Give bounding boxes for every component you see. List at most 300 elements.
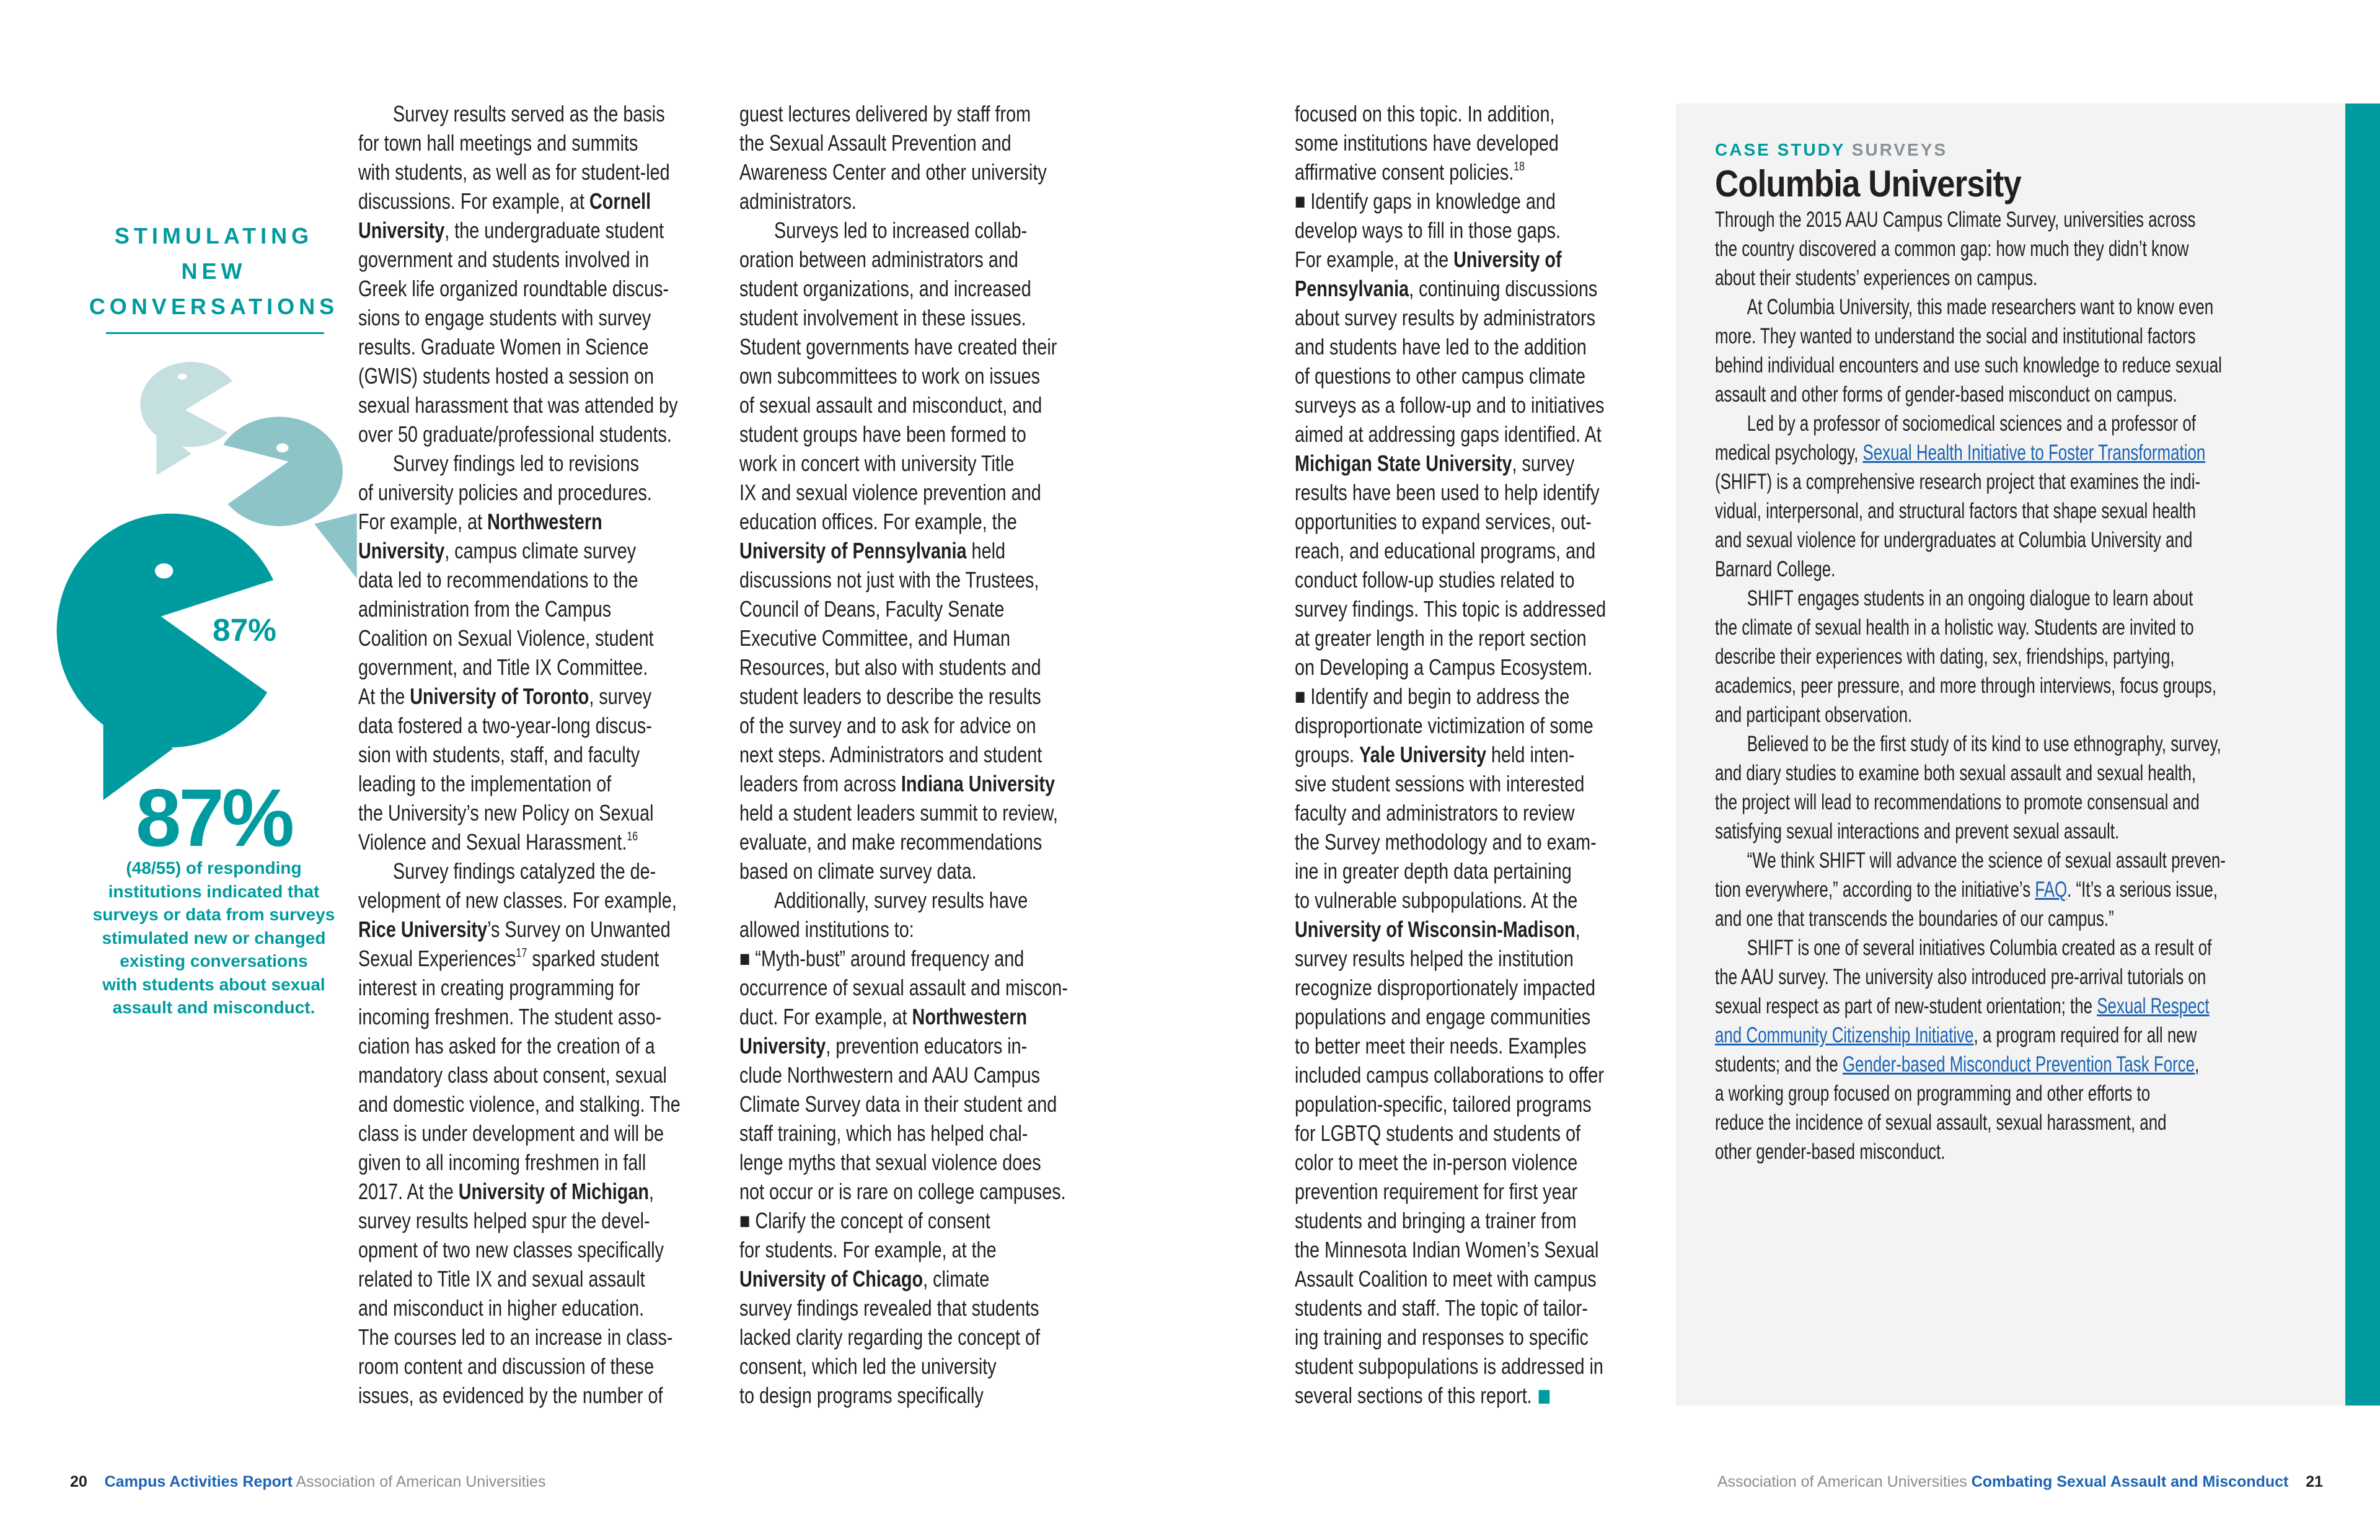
text-line xyxy=(1295,507,1606,536)
publication-title: Campus Activities Report xyxy=(104,1473,293,1490)
text-run: the University’s new Policy on Sexual xyxy=(358,800,654,825)
text-run: education offices. For example, the xyxy=(739,509,1017,534)
text-run: discussions. For example, at xyxy=(358,188,589,214)
hyperlink[interactable]: FAQ xyxy=(2035,878,2068,902)
text-line xyxy=(739,1235,1068,1264)
institution-name: University of Pennsylvania xyxy=(739,538,967,563)
text-line xyxy=(1295,944,1606,973)
text-run: sive student sessions with interested xyxy=(1295,771,1585,796)
text-run: for town hall meetings and summits xyxy=(358,130,638,156)
text-run: survey findings. This topic is addressed xyxy=(1295,596,1606,622)
text-line xyxy=(739,740,1068,769)
text-run: and domestic violence, and stalking. The xyxy=(358,1091,681,1117)
text-run: velopment of new classes. For example, xyxy=(358,887,677,913)
text-run: At Columbia University, this made researchers want to know even xyxy=(1747,295,2214,319)
text-run: groups. xyxy=(1295,742,1360,767)
text-line xyxy=(1295,711,1606,740)
text-run: Student governments have created their xyxy=(739,334,1057,359)
text-run: of the survey and to ask for advice on xyxy=(739,713,1036,738)
text-run: sexual respect as part of new-student orientation; the xyxy=(1715,994,2097,1018)
text-run: student involvement in these issues. xyxy=(739,305,1026,330)
text-run: vidual, interpersonal, and structural factors that shape sexual health xyxy=(1715,499,2197,523)
text-run: survey results helped spur the devel- xyxy=(358,1208,650,1233)
text-run: , survey xyxy=(589,684,652,709)
text-line xyxy=(1715,526,2226,555)
case-study-title: Columbia University xyxy=(1715,163,2021,205)
text-line xyxy=(358,128,681,157)
text-line xyxy=(1715,409,2226,438)
text-line xyxy=(1295,1148,1606,1177)
text-line xyxy=(1715,1137,2226,1166)
text-run: For example, at the xyxy=(1295,247,1454,272)
text-line xyxy=(1295,798,1606,827)
text-line xyxy=(739,856,1068,886)
text-line xyxy=(1715,817,2226,846)
text-line xyxy=(1715,1050,2226,1079)
text-line xyxy=(1715,962,2226,992)
text-line xyxy=(1715,1108,2226,1137)
text-run: Coalition on Sexual Violence, student xyxy=(358,625,654,651)
text-run: focused on this topic. In addition, xyxy=(1295,101,1555,126)
text-run: aimed at addressing gaps identified. At xyxy=(1295,421,1602,447)
text-run: “We think SHIFT will advance the science of sexual assault preven- xyxy=(1747,848,2226,873)
text-run: the project will lead to recommendations to promote consensual and xyxy=(1715,790,2200,814)
text-run: color to meet the in-person violence xyxy=(1295,1150,1578,1175)
text-line xyxy=(1715,351,2226,380)
text-line xyxy=(739,1264,1068,1293)
text-run: allowed institutions to: xyxy=(739,917,914,942)
hyperlink[interactable]: and Community Citizenship Initiative xyxy=(1715,1023,1974,1047)
text-run: about their students’ experiences on campus. xyxy=(1715,266,2038,290)
text-run: included campus collaborations to offer xyxy=(1295,1062,1604,1088)
stat-value: 87% xyxy=(135,772,293,863)
text-line xyxy=(1295,1177,1606,1206)
text-line xyxy=(1715,322,2226,351)
text-run: administrators. xyxy=(739,188,857,214)
text-line xyxy=(358,274,681,303)
text-run: SHIFT is one of several initiatives Columbia created as a result of xyxy=(1747,936,2212,960)
page-number: 20 xyxy=(70,1473,87,1490)
text-run: behind individual encounters and use such knowledge to reduce sexual xyxy=(1715,353,2222,377)
text-line xyxy=(739,390,1068,420)
text-line xyxy=(1295,1206,1606,1235)
text-line xyxy=(358,361,681,390)
institution-name: University xyxy=(739,1033,826,1058)
text-line xyxy=(1715,293,2226,322)
text-run: ciation has asked for the creation of a xyxy=(358,1033,655,1058)
institution-name: Indiana University xyxy=(901,771,1055,796)
text-run: (GWIS) students hosted a session on xyxy=(358,363,654,389)
text-run: to vulnerable subpopulations. At the xyxy=(1295,887,1578,913)
text-run: based on climate survey data. xyxy=(739,858,977,884)
text-line xyxy=(358,420,681,449)
speech-bubbles-illustration xyxy=(0,334,364,820)
text-line xyxy=(1295,245,1606,274)
text-line xyxy=(1295,565,1606,594)
text-line xyxy=(739,1002,1068,1031)
text-run: about survey results by administrators xyxy=(1295,305,1596,330)
text-run: , prevention educators in- xyxy=(826,1033,1028,1058)
end-of-article-icon xyxy=(1539,1390,1550,1404)
text-run: some institutions have developed xyxy=(1295,130,1559,156)
text-line xyxy=(739,274,1068,303)
text-line xyxy=(358,216,681,245)
kicker-topic: SURVEYS xyxy=(1851,140,1948,159)
text-line xyxy=(1295,856,1606,886)
caption-line: existing conversations xyxy=(120,951,308,970)
text-line xyxy=(358,886,681,915)
text-run: develop ways to fill in those gaps. xyxy=(1295,218,1561,243)
text-run: data fostered a two-year-long discus- xyxy=(358,713,652,738)
text-run: not occur or is rare on college campuses. xyxy=(739,1179,1066,1204)
text-run: staff training, which has helped chal- xyxy=(739,1120,1028,1146)
body-column-2 xyxy=(739,99,1150,1410)
text-run: class is under development and will be xyxy=(358,1120,664,1146)
institution-name: Rice University xyxy=(358,917,488,942)
text-line xyxy=(739,682,1068,711)
text-line xyxy=(1295,216,1606,245)
publication-title: Combating Sexual Assault and Misconduct xyxy=(1971,1473,2289,1490)
text-run: held inten- xyxy=(1486,742,1575,767)
text-line xyxy=(739,245,1068,274)
text-line xyxy=(739,128,1068,157)
text-run: the AAU survey. The university also introduced pre-arrival tutorials on xyxy=(1715,965,2206,989)
text-run: oration between administrators and xyxy=(739,247,1018,272)
text-line xyxy=(1295,1322,1606,1352)
text-run: incoming freshmen. The student asso- xyxy=(358,1004,662,1029)
text-run: Violence and Sexual Harassment. xyxy=(358,829,627,855)
caption-line: assault and misconduct. xyxy=(112,998,315,1017)
text-run: , xyxy=(649,1179,654,1204)
text-run: Survey results served as the basis xyxy=(393,101,665,126)
text-line xyxy=(739,478,1068,507)
text-line xyxy=(1715,467,2226,496)
text-run: the climate of sexual health in a holistic way. Students are invited to xyxy=(1715,615,2194,640)
text-run: student organizations, and increased xyxy=(739,276,1031,301)
text-run: mandatory class about consent, sexual xyxy=(358,1062,667,1088)
text-line xyxy=(1295,1264,1606,1293)
text-run: Led by a professor of sociomedical sciences and a professor of xyxy=(1747,411,2196,436)
text-line xyxy=(1295,274,1606,303)
text-run: ■ “Myth-bust” around frequency and xyxy=(739,946,1025,971)
text-run: the Survey methodology and to exam- xyxy=(1295,829,1597,855)
text-line xyxy=(1715,788,2226,817)
text-line xyxy=(358,1119,681,1148)
text-line xyxy=(1295,886,1606,915)
text-line xyxy=(358,507,681,536)
text-line xyxy=(1715,642,2226,671)
text-line xyxy=(358,1089,681,1119)
text-run: government, and Title IX Committee. xyxy=(358,654,648,680)
text-run: consent, which led the university xyxy=(739,1353,997,1379)
text-line xyxy=(1295,536,1606,565)
text-line xyxy=(1715,613,2226,642)
text-run: ■ Identify and begin to address the xyxy=(1295,684,1570,709)
text-line xyxy=(739,99,1068,128)
text-run: disproportionate victimization of some xyxy=(1295,713,1593,738)
text-run: government and students involved in xyxy=(358,247,650,272)
text-run: leading to the implementation of xyxy=(358,771,612,796)
text-run: , climate xyxy=(923,1266,990,1291)
text-run: occurrence of sexual assault and miscon- xyxy=(739,975,1068,1000)
text-run: several sections of this report. xyxy=(1295,1383,1532,1408)
text-run: Believed to be the first study of its kind to use ethnography, survey, xyxy=(1747,732,2221,756)
text-run: and participant observation. xyxy=(1715,703,1913,727)
text-run: for LGBTQ students and students of xyxy=(1295,1120,1581,1146)
heading-line: CONVERSATIONS xyxy=(89,294,339,319)
text-run: Sexual Experiences xyxy=(358,946,516,971)
text-line xyxy=(739,1352,1068,1381)
text-run: Awareness Center and other university xyxy=(739,159,1047,185)
text-line xyxy=(1295,361,1606,390)
text-run: a working group focused on programming and other efforts to xyxy=(1715,1081,2151,1106)
text-line xyxy=(358,1148,681,1177)
text-line xyxy=(358,1206,681,1235)
light-speech-bubble-icon xyxy=(140,362,232,475)
text-run: ■ Clarify the concept of consent xyxy=(739,1208,990,1233)
text-line xyxy=(1295,128,1606,157)
text-line xyxy=(1295,1002,1606,1031)
text-line xyxy=(1295,682,1606,711)
text-run: , continuing discussions xyxy=(1409,276,1598,301)
text-run: academics, peer pressure, and more through interviews, focus groups, xyxy=(1715,674,2217,698)
text-run: Survey findings led to revisions xyxy=(393,451,639,476)
text-line xyxy=(1715,555,2226,584)
text-line xyxy=(739,1322,1068,1352)
text-line xyxy=(739,973,1068,1002)
text-run: ’s Survey on Unwanted xyxy=(487,917,671,942)
text-run: work in concert with university Title xyxy=(739,451,1015,476)
text-run: lacked clarity regarding the concept of xyxy=(739,1324,1041,1350)
text-run: at greater length in the report section xyxy=(1295,625,1587,651)
text-line xyxy=(739,1089,1068,1119)
text-line xyxy=(739,1031,1068,1060)
institution-name: Northwestern xyxy=(487,509,602,534)
text-line xyxy=(358,332,681,361)
text-line xyxy=(739,449,1068,478)
text-run: Through the 2015 AAU Campus Climate Survey, universities across xyxy=(1715,208,2196,232)
text-line xyxy=(1715,438,2226,467)
text-run: For example, at xyxy=(358,509,488,534)
text-run: At the xyxy=(358,684,410,709)
text-run: held a student leaders summit to review, xyxy=(739,800,1058,825)
text-line xyxy=(358,711,681,740)
text-run: to better meet their needs. Examples xyxy=(1295,1033,1587,1058)
text-run: and misconduct in higher education. xyxy=(358,1295,645,1321)
body-column-3 xyxy=(1295,99,1684,1410)
footnote-ref[interactable]: 16 xyxy=(627,830,638,843)
text-line xyxy=(739,1119,1068,1148)
text-line xyxy=(1715,1021,2226,1050)
text-line xyxy=(1295,187,1606,216)
text-line xyxy=(739,536,1068,565)
text-run: Barnard College. xyxy=(1715,557,1836,581)
text-line xyxy=(358,157,681,187)
text-line xyxy=(1715,671,2226,700)
hyperlink[interactable]: Sexual Health Initiative to Foster Transformation xyxy=(1862,441,2206,465)
text-run: opportunities to expand services, out- xyxy=(1295,509,1592,534)
text-line xyxy=(1295,99,1606,128)
text-run: guest lectures delivered by staff from xyxy=(739,101,1031,126)
text-run: sexual harassment that was attended by xyxy=(358,392,678,418)
text-run: and one that transcends the boundaries of our campus.” xyxy=(1715,907,2114,931)
text-line xyxy=(739,1177,1068,1206)
body-column-1 xyxy=(358,99,761,1410)
text-line xyxy=(739,565,1068,594)
text-run: , xyxy=(1575,917,1580,942)
institution-name: University of Wisconsin-Madison xyxy=(1295,917,1576,942)
text-line xyxy=(358,390,681,420)
text-line xyxy=(739,332,1068,361)
text-run: survey findings revealed that students xyxy=(739,1295,1039,1321)
text-line xyxy=(358,594,681,623)
kicker-label: CASE STUDY xyxy=(1715,140,1845,159)
text-run: student leaders to describe the results xyxy=(739,684,1041,709)
text-line xyxy=(1715,584,2226,613)
text-line xyxy=(739,1206,1068,1235)
text-run: ■ Identify gaps in knowledge and xyxy=(1295,188,1556,214)
text-line xyxy=(739,361,1068,390)
hyperlink[interactable]: Sexual Respect xyxy=(2097,994,2210,1018)
footnote-ref[interactable]: 17 xyxy=(516,946,527,960)
text-line xyxy=(1295,303,1606,332)
text-line xyxy=(1715,234,2226,263)
caption-line: stimulated new or changed xyxy=(102,928,326,948)
text-run: (SHIFT) is a comprehensive research project that examines the indi- xyxy=(1715,470,2201,494)
text-run: faculty and administrators to review xyxy=(1295,800,1575,825)
text-run: of sexual assault and misconduct, and xyxy=(739,392,1042,418)
text-run: given to all incoming freshmen in fall xyxy=(358,1150,646,1175)
footer-right xyxy=(1717,1472,2323,1491)
text-run: leaders from across xyxy=(739,771,901,796)
text-line xyxy=(739,303,1068,332)
text-run: Assault Coalition to meet with campus xyxy=(1295,1266,1597,1291)
text-line xyxy=(1715,263,2226,293)
text-line xyxy=(739,798,1068,827)
text-run: discussions not just with the Trustees, xyxy=(739,567,1039,592)
text-run: administration from the Campus xyxy=(358,596,612,622)
hyperlink[interactable]: Gender-based Misconduct Prevention Task Force xyxy=(1842,1052,2195,1076)
text-line xyxy=(1295,390,1606,420)
text-line xyxy=(358,1381,681,1410)
text-line xyxy=(358,187,681,216)
text-line xyxy=(1295,1352,1606,1381)
institution-name: Yale University xyxy=(1359,742,1486,767)
text-line xyxy=(358,1177,681,1206)
text-run: Resources, but also with students and xyxy=(739,654,1041,680)
text-run: more. They wanted to understand the social and institutional factors xyxy=(1715,324,2196,348)
institution-name: Pennsylvania xyxy=(1295,276,1409,301)
text-line xyxy=(358,1235,681,1264)
text-run: ine in greater depth data pertaining xyxy=(1295,858,1572,884)
text-run: for students. For example, at the xyxy=(739,1237,997,1262)
text-line xyxy=(739,886,1068,915)
text-line xyxy=(1715,992,2226,1021)
case-study-kicker xyxy=(1715,140,1947,160)
text-run: and sexual violence for undergraduates at Columbia University and xyxy=(1715,528,2193,552)
text-run: , survey xyxy=(1512,451,1575,476)
text-line xyxy=(358,1060,681,1089)
text-line xyxy=(1715,205,2226,234)
text-run: on Developing a Campus Ecosystem. xyxy=(1295,654,1593,680)
stat-caption xyxy=(74,856,353,1019)
text-run: Surveys led to increased collab- xyxy=(774,218,1028,243)
text-line xyxy=(739,507,1068,536)
text-line xyxy=(739,1381,1068,1410)
text-line xyxy=(1295,623,1606,653)
text-line xyxy=(1295,1119,1606,1148)
text-run: the Sexual Assault Prevention and xyxy=(739,130,1011,156)
text-run: sparked student xyxy=(527,946,659,971)
text-line xyxy=(1295,1060,1606,1089)
text-run: and students have led to the addition xyxy=(1295,334,1587,359)
text-run: evaluate, and make recommendations xyxy=(739,829,1042,855)
text-run: student groups have been formed to xyxy=(739,421,1026,447)
text-run: the country discovered a common gap: how much they didn’t know xyxy=(1715,237,2189,261)
text-run: reduce the incidence of sexual assault, sexual harassment, and xyxy=(1715,1111,2167,1135)
text-line xyxy=(358,973,681,1002)
text-line xyxy=(1715,496,2226,526)
text-run: clude Northwestern and AAU Campus xyxy=(739,1062,1041,1088)
text-line xyxy=(1295,1089,1606,1119)
caption-line: (48/55) of responding xyxy=(126,858,302,878)
text-line xyxy=(1295,420,1606,449)
institution-name: University xyxy=(358,218,445,243)
text-line xyxy=(739,157,1068,187)
text-run: populations and engage communities xyxy=(1295,1004,1591,1029)
text-line xyxy=(739,915,1068,944)
text-run: medical psychology, xyxy=(1715,441,1863,465)
text-line xyxy=(739,187,1068,216)
text-line xyxy=(1295,449,1606,478)
text-line xyxy=(358,856,681,886)
text-run: students and bringing a trainer from xyxy=(1295,1208,1577,1233)
text-line xyxy=(1295,157,1606,187)
text-line xyxy=(1295,973,1606,1002)
text-run: lenge myths that sexual violence does xyxy=(739,1150,1041,1175)
footnote-ref[interactable]: 18 xyxy=(1514,160,1525,174)
text-line xyxy=(358,99,681,128)
text-run: results. Graduate Women in Science xyxy=(358,334,649,359)
text-line xyxy=(358,769,681,798)
text-line xyxy=(358,653,681,682)
text-run: ing training and responses to specific xyxy=(1295,1324,1589,1350)
institution-name: Northwestern xyxy=(912,1004,1028,1029)
text-run: interest in creating programming for xyxy=(358,975,640,1000)
text-run: satisfying sexual interactions and prevent sexual assault. xyxy=(1715,819,2120,843)
text-line xyxy=(358,1002,681,1031)
organization-name: Association of American Universities xyxy=(296,1473,546,1490)
text-line xyxy=(358,449,681,478)
text-line xyxy=(1295,594,1606,623)
text-line xyxy=(358,536,681,565)
text-run: Executive Committee, and Human xyxy=(739,625,1010,651)
text-run: students; and the xyxy=(1715,1052,1843,1076)
text-line xyxy=(358,1264,681,1293)
text-line xyxy=(358,303,681,332)
text-run: surveys as a follow-up and to initiatives xyxy=(1295,392,1605,418)
text-line xyxy=(1295,1381,1606,1410)
text-run: over 50 graduate/professional students. xyxy=(358,421,672,447)
text-line xyxy=(358,915,681,944)
text-run: own subcommittees to work on issues xyxy=(739,363,1041,389)
text-line xyxy=(358,682,681,711)
text-run: The courses led to an increase in class- xyxy=(358,1324,673,1350)
text-line xyxy=(1295,478,1606,507)
text-line xyxy=(1295,915,1606,944)
text-run: Additionally, survey results have xyxy=(774,887,1028,913)
text-run: tion everywhere,” according to the initiative’s xyxy=(1715,878,2035,902)
